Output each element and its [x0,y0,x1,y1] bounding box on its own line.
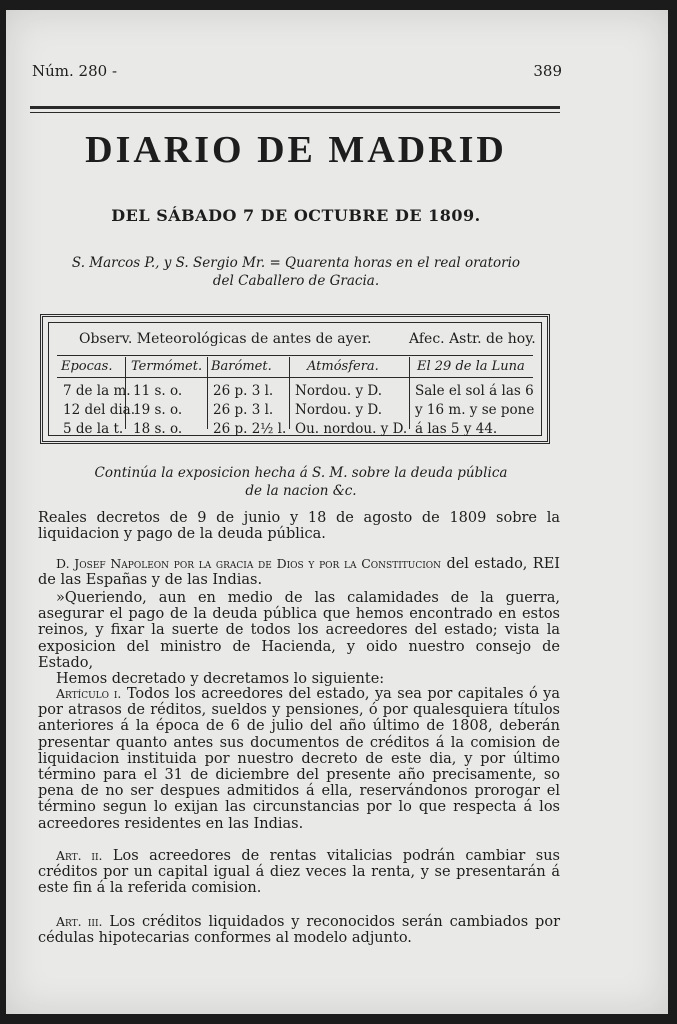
queriendo-text: »Queriendo, aun en medio de las calamidades de la guerra, asegurar el pago de la deuda pública que hemos encontrado en estos reinos, y fixar la suerte de todos los acreedores del estado; vista la exposicion del ministro de Hacienda, y oido nuestro consejo de Estado, [38,590,560,671]
header-rule [30,106,560,109]
article-1-text: Todos los acreedores del estado, ya sea por capitales ó ya por atrasos de réditos, sueldos y pensiones, ó por qualesquiera títulos anteriores á la época de 6 de julio del año último de 1808, deberán presentar quanto antes sus documentos de créditos á la comision de liquidacion instituida por nuestro decreto de este dia, y por último término para el 31 de diciembre del presente año precisamente, so pena de no ser despues admitidos á ella, reservándonos prorogar el término segun lo exijan las circunstancias por lo que respecta á los acreedores residentes en las Indias. [38,686,560,832]
date-line: DEL SÁBADO 7 DE OCTUBRE DE 1809. [111,206,481,225]
astro-line: á las 5 y 44. [415,421,498,437]
saints-of-day [56,254,536,290]
josef-paragraph [38,556,560,588]
weather-observations-table: Observ. Meteorológicas de antes de ayer. Afec. Astr. de hoy. Epocas. Termómet. Barómet. Atmósfera. El 29 de la Luna 7 de la m. 11 s. o. 26 p. 3 l. Nordou. y D. 12 del dia. 19 s. o. 26 p. 3 l. Nordou. y D. 5 de la t. 18 s. o. 26 p. 2½ l. Ou. nordou. y D. Sale el sol á las 6 y 16 m. y se pone á las 5 y 44. [40,314,550,444]
col-barometro: Barómet. [211,359,272,374]
astro-title: Afec. Astr. de hoy. [409,331,536,347]
newspaper-page [6,10,668,1014]
page-number: 389 [533,62,562,80]
article-2-label: Art. ii. [56,848,103,863]
article-2-text: Los acreedores de rentas vitalicias podrán cambiar sus créditos por un capital igual á diez veces la renta, y se presentarán á este fin á la referida comision. [38,848,560,897]
article-1-label: Artículo i. [56,686,122,701]
astro-line: Sale el sol á las 6 [415,383,534,399]
article-3 [38,914,560,946]
article-1 [38,686,560,832]
col-atmosfera: Atmósfera. [307,359,379,374]
article-3-text: Los créditos liquidados y reconocidos serán cambiados por cédulas hipotecarias conformes al modelo adjunto. [38,914,560,947]
page-header [32,62,562,84]
section-title [66,464,536,500]
josef-title: D. Josef Napoleon por la gracia de Dios y por la Constitucion [56,556,442,571]
header-rule-thin [30,112,560,113]
saints-line-2: del Caballero de Gracia. [212,273,380,289]
astro-line: y 16 m. y se pone [415,402,535,418]
queriendo-paragraph [38,590,560,687]
col-epocas: Epocas. [61,359,113,374]
decretado-text: Hemos decretado y decretamos lo siguiente: [56,671,385,688]
section-title-line-2: de la nacion &c. [245,483,357,499]
section-title-line-1: Continúa la exposicion hecha á S. M. sobre la deuda pública [94,465,508,481]
josef-rest: del estado, REI de las Españas y de las Indias. [38,556,561,589]
decree-heading [38,510,560,542]
col-astro: El 29 de la Luna [417,359,525,374]
article-3-label: Art. iii. [56,914,103,929]
decree-heading-text: Reales decretos de 9 de junio y 18 de agosto de 1809 sobre la liquidacion y pago de la deuda pública. [38,510,560,543]
observations-title: Observ. Meteorológicas de antes de ayer. [79,331,372,347]
issue-number: Núm. 280 - [32,62,118,80]
col-termometro: Termómet. [131,359,203,374]
article-2 [38,848,560,897]
masthead-title: DIARIO DE MADRID [85,129,507,171]
saints-line-1: S. Marcos P., y S. Sergio Mr. = Quarenta horas en el real oratorio [71,255,521,271]
